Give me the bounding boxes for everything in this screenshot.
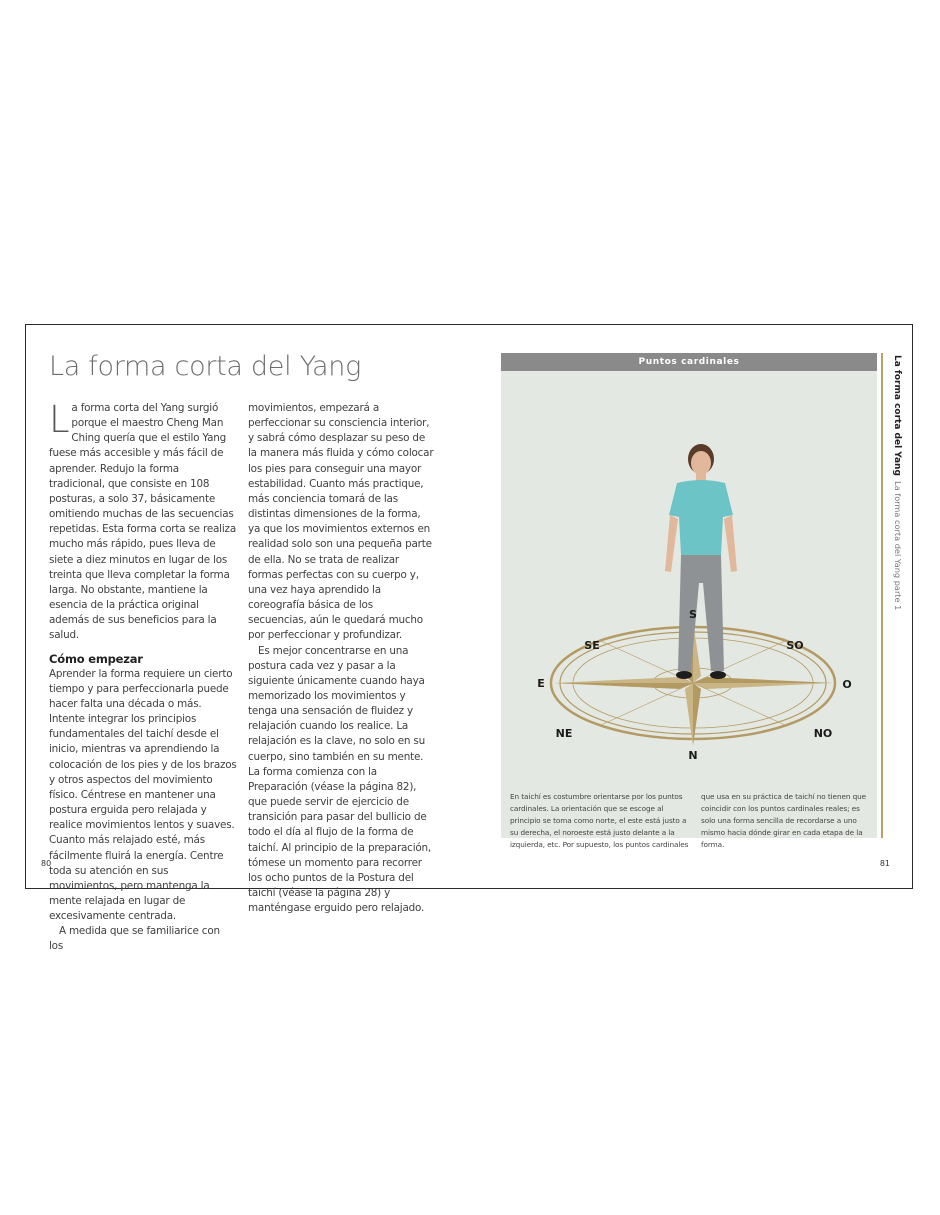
label-e: E (537, 677, 545, 690)
page-title: La forma corta del Yang (49, 351, 361, 382)
label-so: SO (786, 639, 804, 652)
label-ne: NE (555, 727, 573, 740)
body-paragraph: A medida que se familiarice con los (49, 925, 220, 953)
book-spread (25, 324, 913, 953)
label-o: O (842, 678, 852, 691)
body-paragraph: Es mejor concentrarse en una postura cada vez y pasar a la siguiente únicamente cuando haya memorizado los movimientos y tenga una sensación de fluidez y relajación cuando los realice. La relajación es la clave, no solo en su cuerpo, sino también en su mente. La forma comienza con la Preparación (véase la página 82), que puede servir de ejercicio de transición para pasar del bullicio de todo el día al flujo de la forma de taichí. Al principio de la preparación, tómese un momento para recorrer los ocho puntos de la Postura del taichí (véase la página 28) y manténgase erguido pero relajado. (248, 644, 432, 915)
standing-woman-figure (665, 444, 737, 679)
caption-right: que usa en su práctica de taichí no tienen que coincidir con los puntos cardinales reales; es solo una forma sencilla de recordarse a uno mismo hacia dónde girar en cada etapa de la forma. (701, 792, 867, 849)
compass-illustration (501, 371, 877, 771)
body-paragraph: movimientos, empezará a perfeccionar su consciencia interior, y sabrá cómo desplazar su peso de la manera más fluida y cómo colocar los pies para conseguir una mayor estabilidad. Cuanto más practique, más conciencia tomará de las distintas dimensiones de la forma, ya que los movimientos externos en realidad solo son una pequeña parte de ella. No se trata de realizar formas perfectas con su cuerpo y, una vez haya aprendido la coreografía básica de los secuencias, aún le quedará mucho por perfeccionar y profundizar. (248, 402, 434, 642)
cardinal-points-panel (501, 353, 877, 849)
intro-text: a forma corta del Yang surgió porque el maestro Cheng Man Ching quería que el estilo Yang fuese más accesible y más fácil de aprender. Redujo la forma tradicional, que consiste en 108 posturas, a solo 37, básicamente omitiendo muchas de las secuencias repetidas. Esta forma corta se realiza mucho más rápido, pues lleva de siete a diez minutos en lugar de los treinta que lleva completar la forma larga. No obstante, mantiene la esencia de la práctica original además de sus beneficios para la salud. (49, 402, 236, 642)
drop-cap: L (49, 398, 70, 441)
label-n: N (688, 749, 698, 762)
running-head-text (892, 355, 903, 610)
caption-left: En taichí es costumbre orientarse por los puntos cardinales. La orientación que se escoge al principio se toma como norte, el este está justo a su derecha, el noroeste está justo delante a la izquierda, etc. Por supuesto, los puntos cardinales (510, 792, 689, 849)
body-paragraph: Aprender la forma requiere un cierto tiempo y para perfeccionarla puede hacer falta una década o más. Intente integrar los principios fundamentales del taichí desde el inicio, mientras va aprendiendo la colocación de los pies y de los brazos y otros aspectos del movimiento físico. Céntrese en mantener una postura erguida pero relajada y realice movimientos lentos y suaves. Cuanto más relajado esté, más fácilmente fluirá la energía. Centre toda su atención en sus movimientos, pero mantenga la mente relajada en lugar de excesivamente centrada. (49, 667, 237, 923)
panel-header: Puntos cardinales (501, 353, 877, 371)
page-number-left: 80 (41, 859, 52, 868)
label-s: S (689, 608, 697, 621)
page-number-right: 81 (879, 859, 890, 868)
running-head (891, 355, 905, 825)
text-column-1 (49, 398, 237, 955)
text-column-2 (248, 401, 434, 916)
section-subheading: Cómo empezar (49, 651, 143, 666)
running-head-bold: La forma corta del Yang (892, 355, 902, 476)
running-head-rule (881, 353, 883, 838)
label-se: SE (584, 639, 600, 652)
running-head-light: La forma corta del Yang parte 1 (893, 481, 903, 611)
intro-paragraph (49, 398, 237, 644)
label-no: NO (813, 727, 833, 740)
